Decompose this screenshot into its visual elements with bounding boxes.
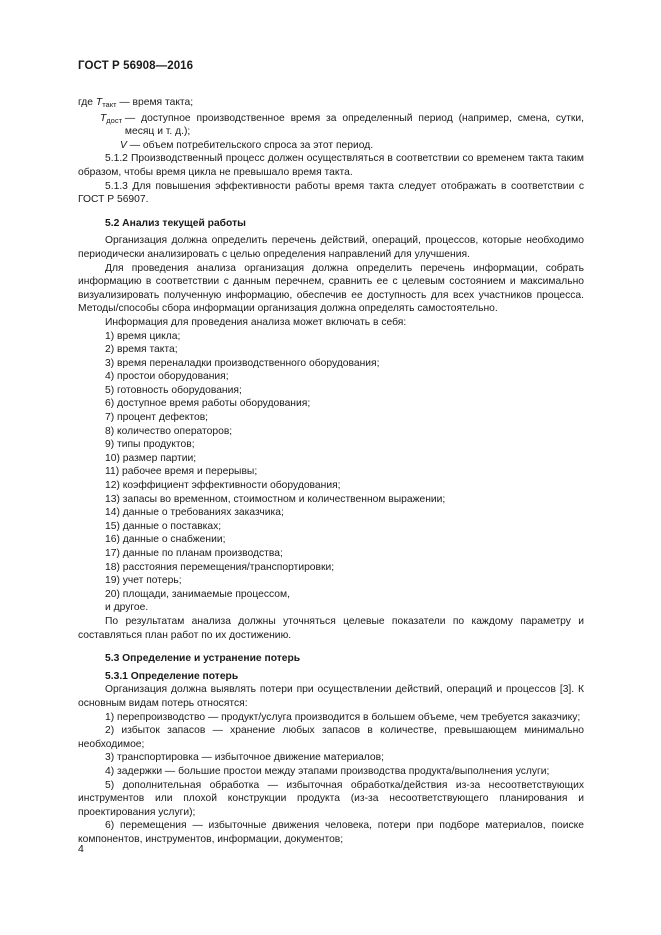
list-item: 4) простои оборудования; <box>105 371 229 383</box>
loss-item: 5) дополнительная обработка — избыточная обработка/действия из-за несоответствующих инструментов или плохой конструкции продукта (из-за несоответствующего планирования и проектирования услуги); <box>78 779 584 818</box>
list-item: 20) площади, занимаемые процессом, <box>105 588 290 600</box>
paragraph: Организация должна выявлять потери при осуществлении действий, операций и процессов [3]. К основным видам потерь относятся: <box>78 684 584 709</box>
definition-text: — доступное производственное время за определенный период (например, смена, сутки, месяц и т. д.); <box>124 112 584 138</box>
loss-item: 1) перепроизводство — продукт/услуга производится в большем объеме, чем требуется заказчику; <box>105 711 581 723</box>
definition-t-takt: где $T_{такт}$ — время такта; <box>78 96 584 112</box>
loss-item: 3) транспортировка — избыточное движение материалов; <box>105 752 384 764</box>
list-item: 17) данные по планам производства; <box>105 548 283 559</box>
list-item: 3) время переналадки производственного оборудования; <box>105 357 380 369</box>
paragraph: Организация должна определить перечень действий, операций, процессов, которые необходимо периодически анализировать с целью определения направлений для улучшения. <box>78 235 584 260</box>
paragraph: Для проведения анализа организация должна определить перечень информации, собрать информацию в соответствии с данным перечнем, сравнить ее с целевым состоянием и максимально визуализировать полученную информацию, обеспечив ее доступность для всех участников процесса. Методы/способы сбора информации организация должна определять самостоятельно. <box>78 262 584 315</box>
list-item: 19) учет потерь; <box>105 575 182 587</box>
paragraph-5-1-3: 5.1.3 Для повышения эффективности работы время такта следует отображать в соответствии с ГОСТ Р 56907. <box>78 180 584 206</box>
paragraph: По результатам анализа должны уточняться целевые показатели по каждому параметру и составляться план работ по их достижению. <box>78 615 584 641</box>
page-number: 4 <box>78 843 84 855</box>
analysis-info-list <box>78 330 584 615</box>
section-heading-5-3: 5.3 Определение и устранение потерь <box>105 653 301 665</box>
list-item: 15) данные о поставках; <box>105 520 222 532</box>
list-item: 16) данные о снабжении; <box>105 534 226 546</box>
paragraph: Информация для проведения анализа может включать в себя: <box>105 316 407 328</box>
definition-v: V — объем потребительского спроса за этот период. <box>78 139 584 153</box>
list-item: 10) размер партии; <box>105 452 197 464</box>
list-item: 9) типы продуктов; <box>105 439 195 451</box>
list-item: 11) рабочее время и перерывы; <box>105 466 258 478</box>
list-item: 8) количество операторов; <box>105 425 233 437</box>
definition-text: — время такта; <box>119 97 194 108</box>
document-header: ГОСТ Р 56908—2016 <box>78 60 194 72</box>
list-item: 2) время такта; <box>105 344 178 356</box>
page-content <box>78 96 584 846</box>
loss-item: 6) перемещения — избыточные движения человека, потери при подборе материалов, поиске компонентов, инструментов, информации, документов; <box>78 820 584 845</box>
definition-text: — объем потребительского спроса за этот период. <box>129 139 374 151</box>
loss-item: 4) задержки — большие простои между этапами производства продукта/выполнения услуги; <box>105 765 550 777</box>
list-item: 5) готовность оборудования; <box>105 384 242 396</box>
list-item: и другое. <box>105 602 149 614</box>
paragraph-5-1-2: 5.1.2 Производственный процесс должен осуществляться в соответствии со временем такта таким образом, чтобы время цикла не превышало время такта. <box>78 153 584 178</box>
loss-item: 2) избыток запасов — хранение любых запасов в количестве, превышающем минимально необходимое; <box>78 725 584 750</box>
list-item: 14) данные о требованиях заказчика; <box>105 507 284 519</box>
section-heading-5-2: 5.2 Анализ текущей работы <box>105 217 246 229</box>
list-item: 1) время цикла; <box>105 330 181 342</box>
list-item: 6) доступное время работы оборудования; <box>105 398 311 410</box>
list-item: 13) запасы во временном, стоимостном и количественном выражении; <box>105 493 446 505</box>
list-item: 7) процент дефектов; <box>105 412 209 424</box>
list-item: 18) расстояния перемещения/транспортировки; <box>105 561 335 573</box>
subsection-heading-5-3-1: 5.3.1 Определение потерь <box>105 670 239 682</box>
list-item: 12) коэффициент эффективности оборудования; <box>105 480 341 492</box>
definition-t-dost: $T_{дост}$ — доступное производственное время за определенный период (например, смена, сутки, месяц и т. д.); <box>100 112 584 138</box>
